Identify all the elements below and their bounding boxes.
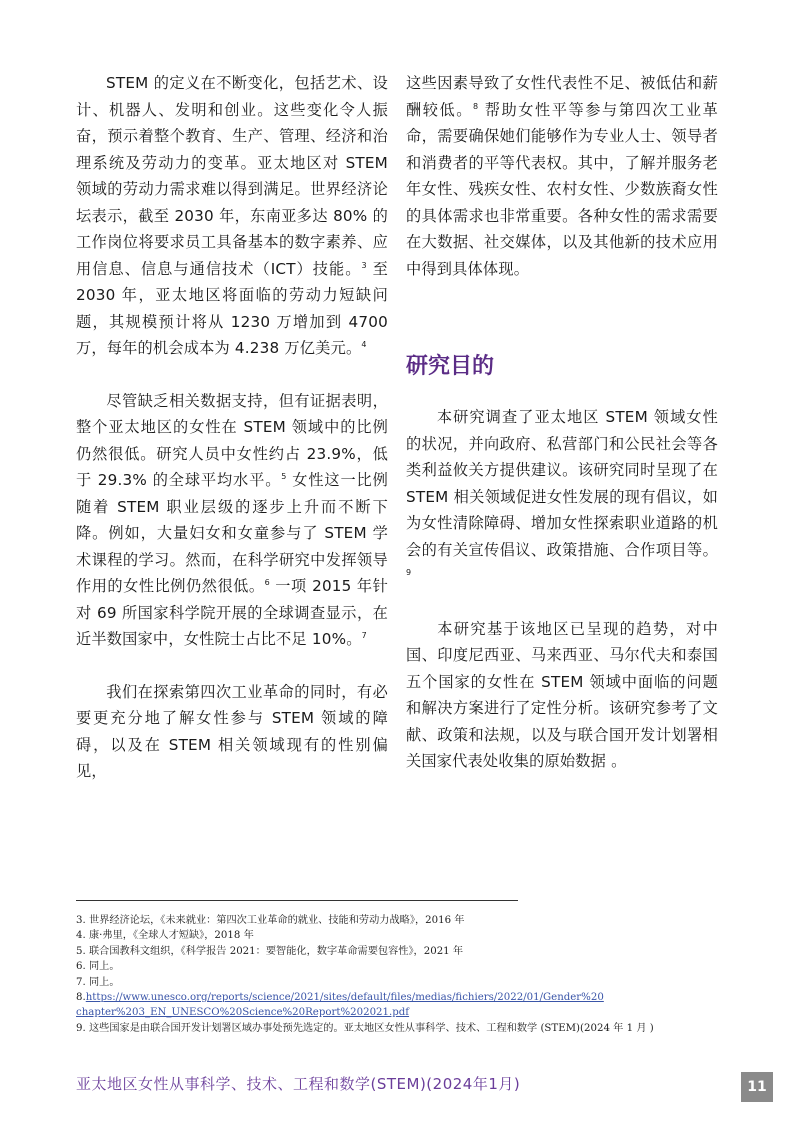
- footnote-8-link[interactable]: https://www.unesco.org/reports/science/2021/sites/default/files/medias/fichiers/2022/01/Gender%20: [85, 992, 604, 1004]
- footnote-8-continued: [76, 1005, 726, 1020]
- section-heading: 研究目的: [406, 354, 495, 379]
- right-column: [406, 70, 718, 775]
- paragraph-stem-definition: STEM 的定义在不断变化，包括艺术、设计、机器人、发明和创业。这些变化令人振奋，预示着整个教育、生产、管理、经济和治理系统及劳动力的变革。亚太地区对 STEM 领域的劳动力需求难以得到满足。世界经济论坛表示，截至 2030 年，东南亚多达 80% 的工作岗位将要求员工具备基本的数字素养、应用信息、信息与通信技术（ICT）技能。$^3$ 至 2030 年，亚太地区将面临的劳动力短缺问题，其规模预计将从 1230 万增加到 4700 万，每年的机会成本为 4.238 万亿美元。$^4$: [76, 74, 388, 357]
- footnote-8-link-continued[interactable]: chapter%203_EN_UNESCO%20Science%20Report%202021.pdf: [76, 1007, 410, 1019]
- footnote-ref[interactable]: 3: [361, 260, 367, 270]
- footnote-ref[interactable]: 9: [406, 567, 412, 577]
- footnote-ref[interactable]: 4: [361, 339, 367, 349]
- left-column: [76, 70, 388, 785]
- footnote-5: 5. 联合国教科文组织，《科学报告 2021：要智能化，数字革命需要包容性》，2021 年: [76, 945, 464, 957]
- footnote-ref[interactable]: 7: [361, 630, 367, 640]
- footnote-7: 7. 同上。: [76, 976, 120, 988]
- footer-title: 亚太地区女性从事科学、技术、工程和数学(STEM)(2024年1月): [76, 1075, 521, 1093]
- paragraph-study-method: 本研究基于该地区已呈现的趋势，对中国、印度尼西亚、马来西亚、马尔代夫和泰国五个国家的女性在 STEM 领域中面临的问题和解决方案进行了定性分析。该研究参考了文献、政策和法规，以及与联合国开发计划署相关国家代表处收集的原始数据 。: [406, 619, 718, 770]
- paragraph-women-representation: 尽管缺乏相关数据支持，但有证据表明，整个亚太地区的女性在 STEM 领域中的比例仍然很低。研究人员中女性约占 23.9%，低于 29.3% 的全球平均水平。$^5$ 女性这一比例随着 STEM 职业层级的逐步上升而不断下降。例如，大量妇女和女童参与了 STEM 学术课程的学习。然而，在科学研究中发挥领导作用的女性比例仍然很低。$^6$ 一项 2015 年针对 69 所国家科学院开展的全球调查显示，在近半数国家中，女性院士占比不足 10%。$^7$: [76, 391, 388, 648]
- page-number-badge: 11: [741, 1072, 773, 1102]
- paragraph-fourth-industrial-revolution: 我们在探索第四次工业革命的同时，有必要更充分地了解女性参与 STEM 领域的障碍，以及在 STEM 相关领域现有的性别偏见，: [76, 682, 388, 780]
- paragraph-study-scope: 本研究调查了亚太地区 STEM 领域女性的状况，并向政府、私营部门和公民社会等各类利益攸关方提供建议。该研究同时呈现了在 STEM 相关领域促进女性发展的现有倡议，如为女性清除障碍、增加女性探索职业道路的机会的有关宣传倡议、政策措施、合作项目等。$^9$: [406, 408, 718, 577]
- footnotes: [76, 913, 726, 1036]
- paragraph-factors: 这些因素导致了女性代表性不足、被低估和薪酬较低。$^8$ 帮助女性平等参与第四次工业革命，需要确保她们能够作为专业人士、领导者和消费者的平等代表权。其中，了解并服务老年女性、残疾女性、农村女性、少数族裔女性的具体需求也非常重要。各种女性的需求需要在大数据、社交媒体，以及其他新的技术应用中得到具体体现。: [406, 74, 718, 278]
- footnote-ref[interactable]: 5: [281, 471, 287, 481]
- footnote-6: 6. 同上。: [76, 961, 120, 973]
- footnote-8: 8.https://www.unesco.org/reports/science/2021/sites/default/files/medias/fichiers/2022/01/Gender%20: [76, 992, 604, 1004]
- footnote-ref[interactable]: 8: [473, 101, 479, 111]
- footnote-ref[interactable]: 6: [264, 577, 270, 587]
- footnote-9: 9. 这些国家是由联合国开发计划署区域办事处预先选定的。亚太地区女性从事科学、技术、工程和数学 (STEM)(2024 年 1 月 ): [76, 1022, 654, 1034]
- footnote-3: 3. 世界经济论坛，《未来就业：第四次工业革命的就业、技能和劳动力战略》，2016 年: [76, 915, 465, 926]
- footnote-divider: [76, 900, 518, 901]
- footnote-4: 4. 康·弗里，《全球人才短缺》，2018 年: [76, 930, 254, 942]
